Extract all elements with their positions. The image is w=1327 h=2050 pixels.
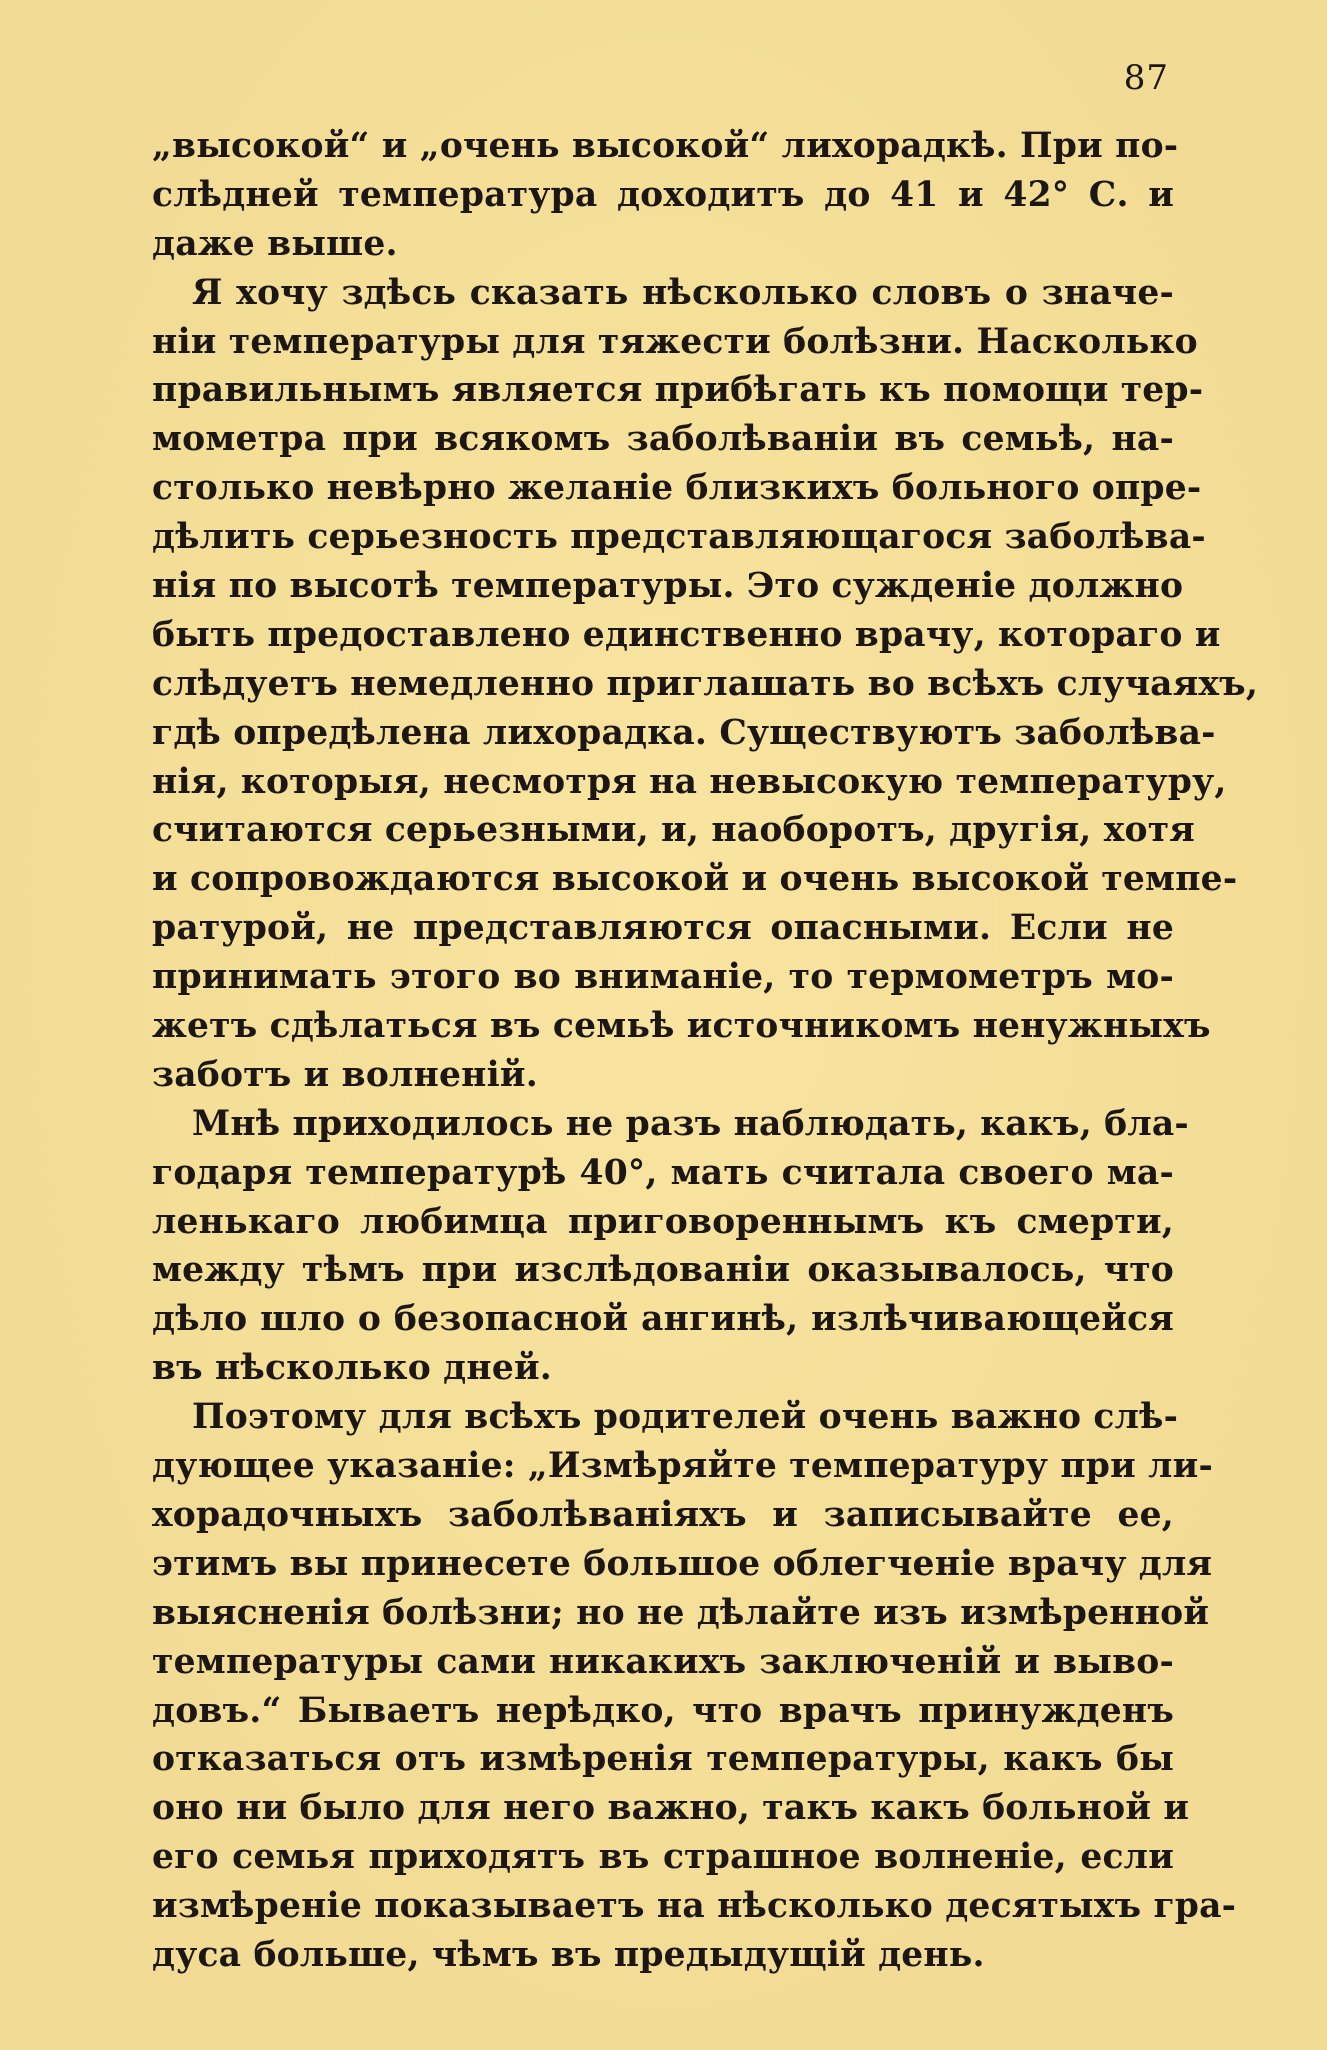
text-line: столько невѣрно желанiе близкихъ больного опре- [152,468,1202,509]
text-line: Я хочу здѣсь сказать нѣсколько словъ о значе- [192,272,1174,313]
text-line: заботъ и волненiй. [152,1054,538,1095]
text-line: этимъ вы принесете большое облегченiе врачу для [152,1543,1213,1584]
page-number: 87 [1123,58,1169,98]
paragraph [152,1100,1189,1393]
text-line: считаются серьезными, и, наоборотъ, другiя, хотя [152,810,1195,851]
text-line: правильнымъ является прибѣгать къ помощи тер- [152,370,1204,411]
text-body [152,122,1259,1980]
text-line: выясненiя болѣзни; но не дѣлайте изъ измѣренной [152,1592,1210,1633]
text-line: дѣло шло о безопасной ангинѣ, излѣчивающейся [152,1299,1174,1340]
text-line: между тѣмъ при изслѣдованiи оказывалось, что [152,1250,1174,1291]
text-line: измѣренiе показываетъ на нѣсколько десятыхъ гра- [152,1886,1237,1927]
text-line: его семья приходятъ въ страшное волненiе, если [152,1837,1174,1878]
text-line: дѣлить серьезность представляющагося заболѣва- [152,517,1206,558]
text-line: даже выше. [152,223,398,264]
text-line: нiи температуры для тяжести болѣзни. Насколько [152,321,1198,362]
text-line: „высокой“ и „очень высокой“ лихорадкѣ. При по- [152,126,1179,166]
text-line: ратурой, не представляются опасными. Если не [152,908,1174,949]
text-line: отказаться отъ измѣренiя температуры, какъ бы [152,1739,1174,1780]
text-line: хорадочныхъ заболѣванiяхъ и записывайте ее, [152,1494,1174,1535]
text-line: гдѣ опредѣлена лихорадка. Существуютъ заболѣва- [152,712,1216,753]
text-line: оно ни было для него важно, такъ какъ больной и [152,1788,1190,1829]
text-line: нiя, которыя, несмотря на невысокую температуру, [152,761,1227,802]
text-line: довъ.“ Бываетъ нерѣдко, что врачъ принужденъ [152,1690,1174,1731]
paragraph [152,1393,1237,1980]
text-line: нiя по высотѣ температуры. Это сужденiе должно [152,566,1184,607]
text-line: жетъ сдѣлаться въ семьѣ источникомъ ненужныхъ [152,1006,1211,1047]
text-line: слѣдуетъ немедленно приглашать во всѣхъ случаяхъ, [152,663,1259,704]
paragraph [152,122,1179,269]
text-line: принимать этого во вниманiе, то термометръ мо- [152,957,1174,998]
text-line: быть предоставлено единственно врачу, котораго и [152,614,1221,655]
text-line: Мнѣ приходилось не разъ наблюдать, какъ, бла- [192,1103,1189,1144]
text-line: дуса больше, чѣмъ въ предыдущiй день. [152,1934,985,1975]
text-line: ленькаго любимца приговореннымъ къ смерти, [152,1201,1174,1242]
text-line: годаря температурѣ 40°, мать считала своего ма- [152,1152,1174,1193]
text-line: въ нѣсколько дней. [152,1348,552,1389]
text-line: и сопровождаются высокой и очень высокой темпе- [152,859,1238,900]
text-line: дующее указанiе: „Измѣряйте температуру при ли- [152,1446,1213,1487]
text-line: температуры сами никакихъ заключенiй и выво- [152,1641,1174,1682]
text-line: мометра при всякомъ заболѣванiи въ семьѣ, на- [152,419,1174,460]
text-line: Поэтому для всѣхъ родителей очень важно слѣ- [192,1397,1179,1438]
paragraph [152,269,1259,1100]
text-line: слѣдней температура доходитъ до 41 и 42° С. и [152,174,1174,215]
